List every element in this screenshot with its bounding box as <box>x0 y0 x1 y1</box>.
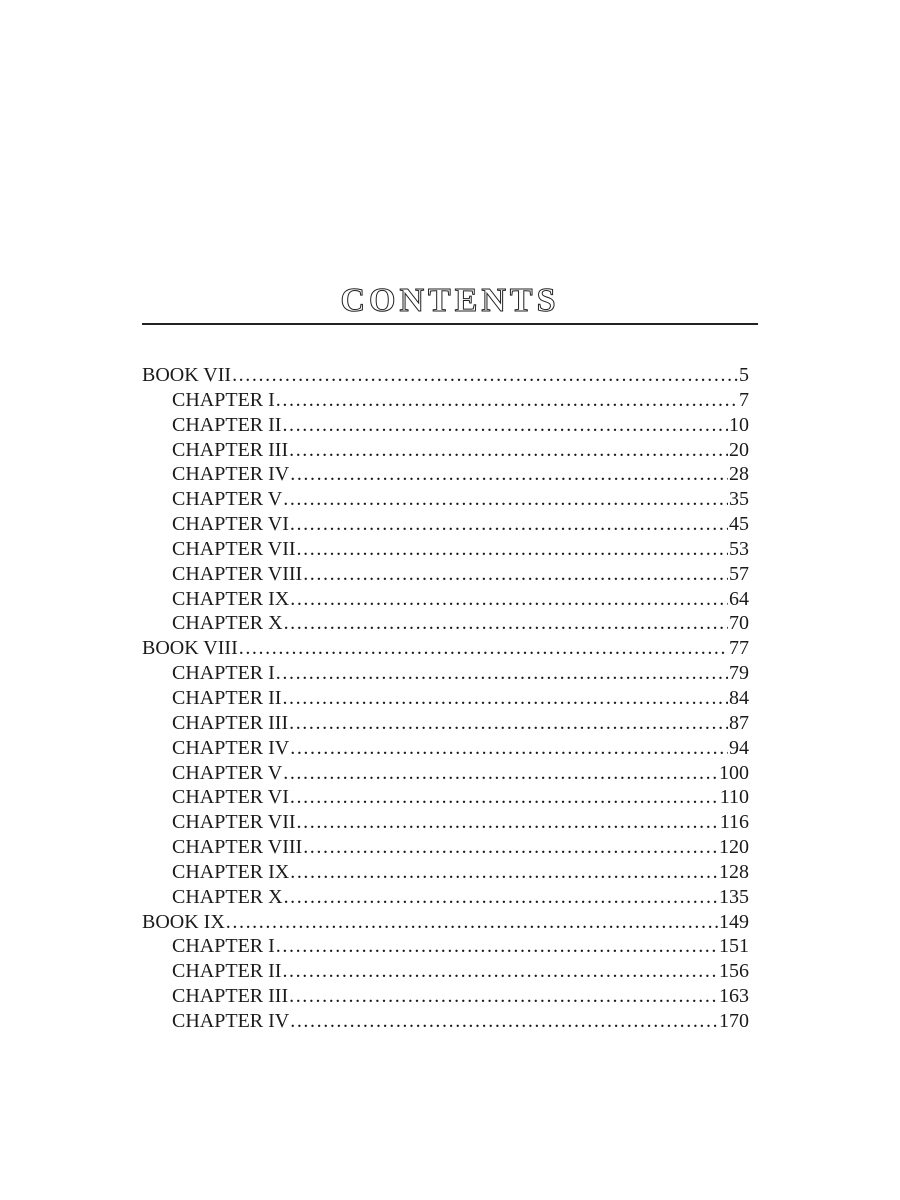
entry-label: BOOK IX <box>142 910 225 933</box>
toc-book-entry[interactable] <box>142 363 749 388</box>
entry-label: CHAPTER III <box>172 711 289 734</box>
entry-label: CHAPTER IV <box>172 1009 290 1032</box>
toc-book-entry[interactable] <box>142 910 749 935</box>
toc-chapter-entry[interactable] <box>142 512 749 537</box>
dot-leader <box>297 537 728 562</box>
toc-chapter-entry[interactable] <box>142 860 749 885</box>
toc-chapter-entry[interactable] <box>142 686 749 711</box>
dot-leader <box>232 363 738 388</box>
entry-label: CHAPTER VI <box>172 786 289 809</box>
dot-leader <box>290 736 728 761</box>
entry-page-number: 10 <box>729 413 749 436</box>
dot-leader <box>290 785 719 810</box>
entry-page-number: 170 <box>719 1009 749 1032</box>
title-divider <box>142 323 758 325</box>
entry-page-number: 64 <box>729 587 749 610</box>
entry-label: BOOK VIII <box>142 637 238 660</box>
toc-chapter-entry[interactable] <box>142 1009 749 1034</box>
entry-page-number: 110 <box>719 786 749 809</box>
entry-page-number: 128 <box>719 860 749 883</box>
dot-leader <box>282 686 728 711</box>
entry-label: CHAPTER X <box>172 885 283 908</box>
toc-chapter-entry[interactable] <box>142 761 749 786</box>
entry-label: BOOK VII <box>142 364 232 386</box>
entry-page-number: 116 <box>719 811 749 834</box>
toc-chapter-entry[interactable] <box>142 711 749 736</box>
toc-chapter-entry[interactable] <box>142 984 749 1009</box>
dot-leader <box>289 438 728 463</box>
entry-label: CHAPTER III <box>172 438 289 461</box>
toc-chapter-entry[interactable] <box>142 587 749 612</box>
entry-label: CHAPTER II <box>172 960 282 983</box>
entry-label: CHAPTER X <box>172 612 283 635</box>
entry-label: CHAPTER VI <box>172 513 289 536</box>
toc-chapter-entry[interactable] <box>142 885 749 910</box>
entry-label: CHAPTER IX <box>172 860 290 883</box>
dot-leader <box>303 835 718 860</box>
dot-leader <box>290 1009 718 1034</box>
entry-label: CHAPTER IX <box>172 587 290 610</box>
toc-chapter-entry[interactable] <box>142 611 749 636</box>
entry-label: CHAPTER I <box>172 662 275 685</box>
page-title: CONTENTS <box>340 281 560 319</box>
toc-chapter-entry[interactable] <box>142 661 749 686</box>
entry-label: CHAPTER II <box>172 413 282 436</box>
entry-page-number: 28 <box>729 463 749 486</box>
toc-chapter-entry[interactable] <box>142 835 749 860</box>
dot-leader <box>284 885 718 910</box>
toc-chapter-entry[interactable] <box>142 537 749 562</box>
entry-label: CHAPTER IV <box>172 736 290 759</box>
entry-label: CHAPTER V <box>172 488 283 511</box>
entry-label: CHAPTER VII <box>172 537 296 560</box>
entry-label: CHAPTER I <box>172 935 275 958</box>
dot-leader <box>226 910 718 935</box>
toc-chapter-entry[interactable] <box>142 487 749 512</box>
entry-page-number: 5 <box>739 364 749 386</box>
entry-label: CHAPTER V <box>172 761 283 784</box>
entry-page-number: 120 <box>719 836 749 859</box>
entry-label: CHAPTER VIII <box>172 562 303 585</box>
dot-leader <box>297 810 719 835</box>
entry-page-number: 87 <box>729 711 749 734</box>
dot-leader <box>276 661 728 686</box>
entry-page-number: 70 <box>729 612 749 635</box>
toc-chapter-entry[interactable] <box>142 785 749 810</box>
dot-leader <box>282 959 718 984</box>
dot-leader <box>276 388 738 413</box>
entry-page-number: 57 <box>729 562 749 585</box>
toc-chapter-entry[interactable] <box>142 462 749 487</box>
entry-page-number: 79 <box>729 662 749 685</box>
entry-page-number: 100 <box>719 761 749 784</box>
entry-page-number: 35 <box>729 488 749 511</box>
entry-page-number: 135 <box>719 885 749 908</box>
toc-chapter-entry[interactable] <box>142 934 749 959</box>
dot-leader <box>276 934 718 959</box>
toc-chapter-entry[interactable] <box>142 438 749 463</box>
toc-chapter-entry[interactable] <box>142 413 749 438</box>
dot-leader <box>303 562 728 587</box>
toc-chapter-entry[interactable] <box>142 388 749 413</box>
dot-leader <box>290 462 728 487</box>
entry-page-number: 77 <box>729 637 749 660</box>
entry-page-number: 149 <box>719 910 749 933</box>
dot-leader <box>290 512 728 537</box>
toc-chapter-entry[interactable] <box>142 810 749 835</box>
table-of-contents <box>142 363 749 1034</box>
toc-chapter-entry[interactable] <box>142 959 749 984</box>
entry-page-number: 151 <box>719 935 749 958</box>
entry-label: CHAPTER VII <box>172 811 296 834</box>
entry-page-number: 84 <box>729 686 749 709</box>
entry-page-number: 163 <box>719 985 749 1008</box>
toc-book-entry[interactable] <box>142 636 749 661</box>
entry-label: CHAPTER VIII <box>172 836 303 859</box>
toc-chapter-entry[interactable] <box>142 562 749 587</box>
dot-leader <box>290 860 718 885</box>
entry-page-number: 20 <box>729 438 749 461</box>
entry-label: CHAPTER I <box>172 388 275 411</box>
dot-leader <box>284 611 728 636</box>
dot-leader <box>283 487 728 512</box>
entry-page-number: 94 <box>729 736 749 759</box>
dot-leader <box>239 636 728 661</box>
dot-leader <box>290 587 728 612</box>
entry-label: CHAPTER IV <box>172 463 290 486</box>
entry-page-number: 156 <box>719 960 749 983</box>
dot-leader <box>289 711 728 736</box>
dot-leader <box>283 761 718 786</box>
toc-chapter-entry[interactable] <box>142 736 749 761</box>
dot-leader <box>289 984 718 1009</box>
entry-label: CHAPTER III <box>172 985 289 1008</box>
entry-page-number: 7 <box>739 388 749 411</box>
dot-leader <box>282 413 728 438</box>
entry-page-number: 45 <box>729 513 749 536</box>
entry-label: CHAPTER II <box>172 686 282 709</box>
entry-page-number: 53 <box>729 537 749 560</box>
